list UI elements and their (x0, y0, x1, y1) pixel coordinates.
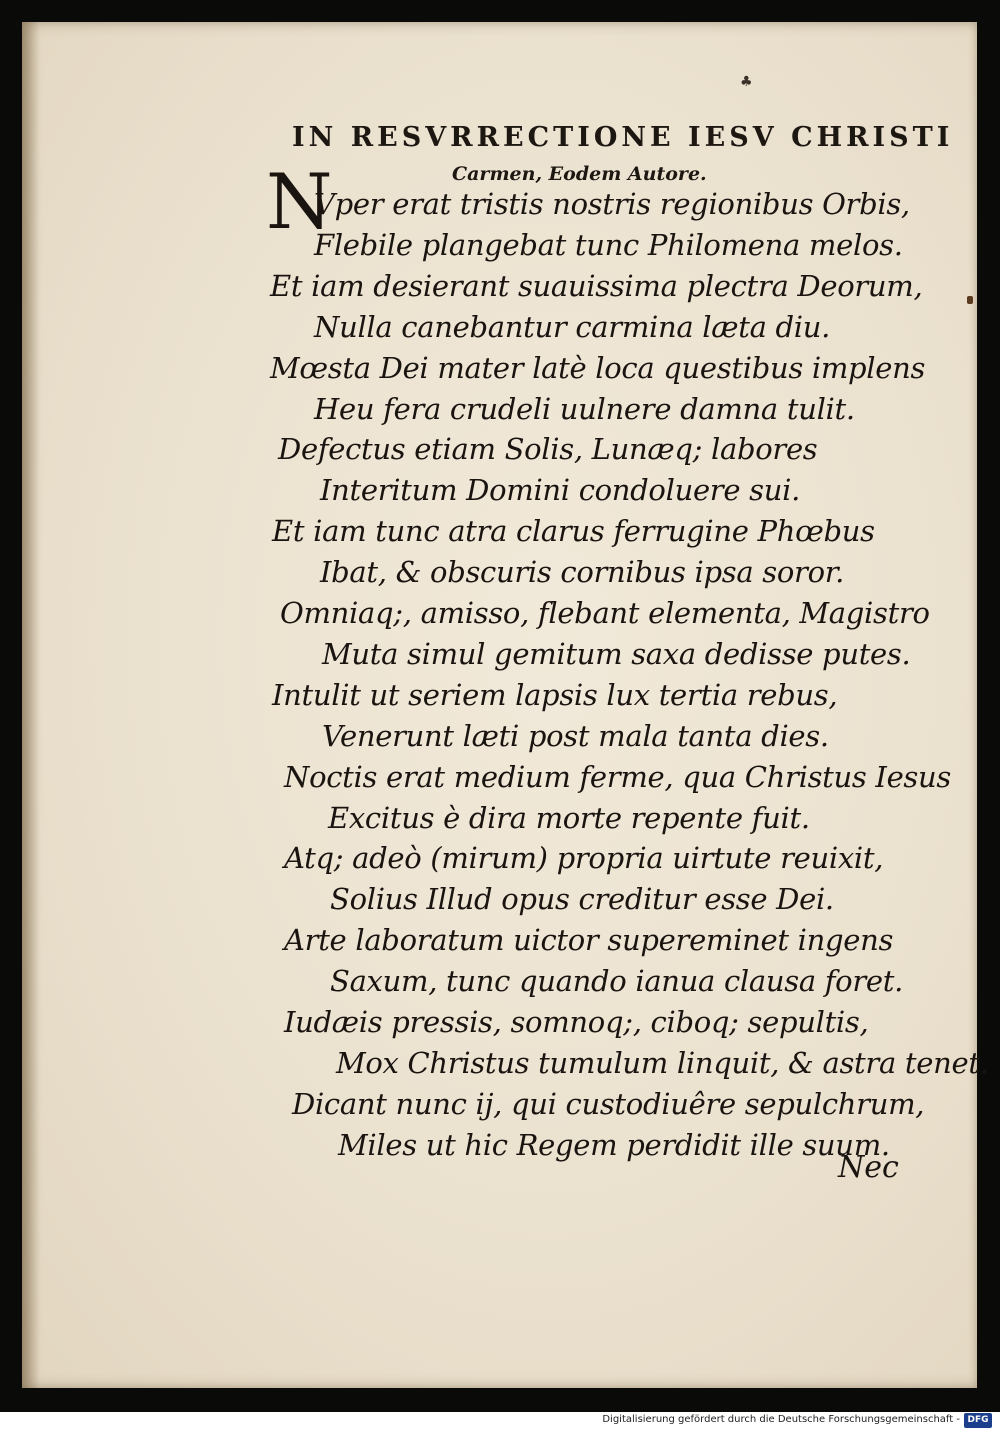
verse-line: Omniaq;, amisso, flebant elementa, Magistro (280, 596, 930, 630)
verse-line: Mox Christus tumulum linquit, & astra tenet. (336, 1046, 989, 1080)
poem-body (22, 22, 989, 1388)
verse-line: Iudæis pressis, somnoq;, ciboq; sepultis, (284, 1005, 869, 1039)
footer-credit: Digitalisierung gefördert durch die Deutsche Forschungsgemeinschaft - (602, 1414, 960, 1425)
verse-line: Et iam desierant suauissima plectra Deorum, (270, 269, 923, 303)
book-page (22, 22, 989, 1388)
verse-line: Miles ut hic Regem perdidit ille suum. (338, 1128, 890, 1162)
verse-line: Et iam tunc atra clarus ferrugine Phœbus (272, 514, 875, 548)
corner-mark: ♣ (740, 74, 753, 90)
verse-line: Excitus è dira morte repente fuit. (328, 801, 810, 835)
verse-line: Intulit ut seriem lapsis lux tertia rebus, (272, 678, 838, 712)
verse-line: Venerunt læti post mala tanta dies. (322, 719, 829, 753)
page-subtitle: Carmen, Eodem Autore. (452, 163, 707, 185)
footer-bar (0, 1412, 1000, 1430)
verse-line: Atq; adeò (mirum) propria uirtute reuixit, (284, 841, 884, 875)
verse-line: Nulla canebantur carmina læta diu. (314, 310, 831, 344)
dfg-logo: DFG (964, 1413, 992, 1428)
verse-line: Noctis erat medium ferme, qua Christus Iesus (284, 760, 951, 794)
verse-line: Solius Illud opus creditur esse Dei. (330, 882, 834, 916)
verse-line: Arte laboratum uictor supereminet ingens (284, 923, 894, 957)
verse-line: Muta simul gemitum saxa dedisse putes. (322, 637, 911, 671)
verse-line: Vper erat tristis nostris regionibus Orbis, (314, 187, 910, 221)
verse-line: Interitum Domini condoluere sui. (320, 473, 801, 507)
verse-line: Saxum, tunc quando ianua clausa foret. (330, 964, 904, 998)
verse-line: Flebile plangebat tunc Philomena melos. (314, 228, 903, 262)
drop-initial: N (266, 157, 333, 246)
verse-line: Ibat, & obscuris cornibus ipsa soror. (320, 555, 845, 589)
verse-line: Defectus etiam Solis, Lunæq; labores (278, 432, 818, 466)
page-title: IN RESVRRECTIONE IESV CHRISTI (292, 122, 954, 153)
verse-line: Mœsta Dei mater latè loca questibus implens (270, 351, 926, 385)
verse-line: Dicant nunc ij, qui custodiuêre sepulchrum, (292, 1087, 925, 1121)
verse-line: Heu fera crudeli uulnere damna tulit. (314, 392, 855, 426)
catchword: Nec (838, 1150, 899, 1185)
